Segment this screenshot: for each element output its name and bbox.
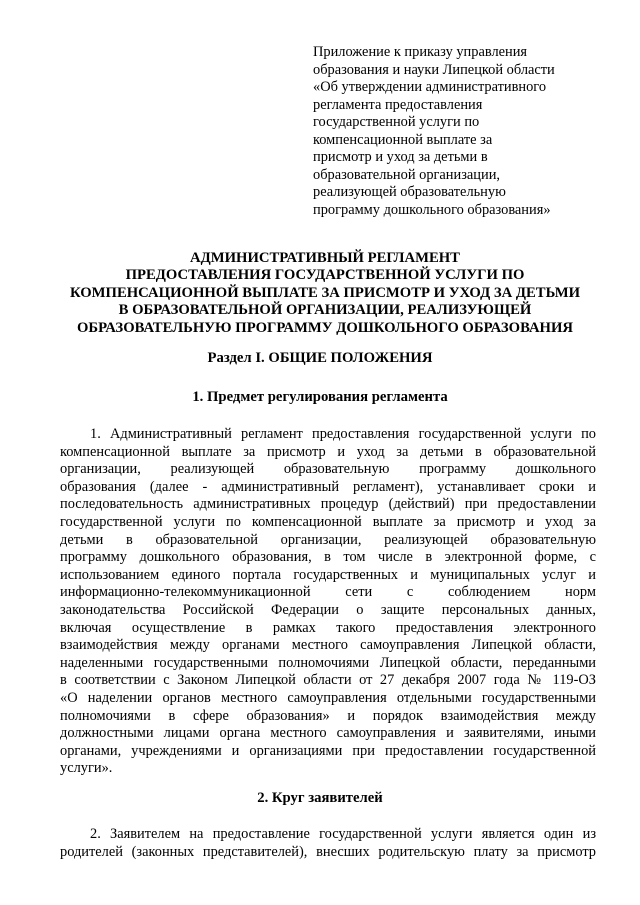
paragraph-line: взаимодействия между органами местного самоуправления Липецкой области, [60,637,596,654]
paragraph-line: 2. Заявителем на предоставление государственной услуги является один из [90,826,596,842]
paragraph-line: организации, реализующей образовательную программу дошкольного [60,461,596,478]
appendix-line: регламента предоставления [313,96,483,113]
paragraph-line: должностными лицами органа местного самоуправления и заявителями, иными [60,725,596,742]
paragraph-line: информационно-телекоммуникационной сети с соблюдением норм [60,584,596,601]
paragraph-line: включая осуществление в рамках такого предоставления электронного [60,619,596,636]
paragraph-line: органами, учреждениями и организациями при предоставлении государственной [60,742,596,759]
subsection-heading: 1. Предмет регулирования регламента [192,389,448,405]
appendix-line: присмотр и уход за детьми в [313,149,488,165]
appendix-line: программу дошкольного образования» [313,201,551,218]
paragraph-line: законодательства Российской Федерации о защите персональных данных, [60,601,596,618]
paragraph-line: образования (далее - административный регламент), устанавливает сроки и [60,478,596,495]
paragraph-1 [60,426,596,778]
document-title [55,250,595,337]
appendix-line: образовательной организации, [313,166,500,183]
section-heading: Раздел I. ОБЩИЕ ПОЛОЖЕНИЯ [207,350,433,366]
paragraph-line: в соответствии с Законом Липецкой области от 27 декабря 2007 года № 119-ОЗ [60,672,596,689]
paragraph-line: программу дошкольного образования, в том числе в электронной форме, с [60,549,596,566]
appendix-line: государственной услуги по [313,114,480,130]
paragraph-line: «О наделении органов местного самоуправления отдельными государственными [60,689,596,706]
paragraph-line: полномочиями в сфере образования» и порядок взаимодействия между [60,707,596,724]
appendix-line: реализующей образовательную [313,184,506,200]
paragraph-line: государственной услуги по компенсационной выплате за присмотр и уход за [60,513,596,530]
paragraph-2 [60,826,596,861]
appendix-note [313,44,613,219]
appendix-line: компенсационной выплате за [313,131,493,148]
appendix-line: Приложение к приказу управления [313,44,528,60]
paragraph-line: наделенными государственными полномочиями Липецкой области, переданными [60,654,596,671]
paragraph-line: 1. Административный регламент предоставления государственной услуги по [90,426,596,442]
paragraph-line: родителей (законных представителей), внесших родительскую плату за присмотр [60,843,596,860]
paragraph-line: услуги». [60,760,113,777]
appendix-line: образования и науки Липецкой области [313,61,555,78]
paragraph-line: использованием единого портала государственных и муниципальных услуг и [60,566,596,583]
paragraph-line: последовательность административных процедур (действий) при предоставлении [60,496,596,513]
subsection-heading: 2. Круг заявителей [257,790,383,806]
title-line: АДМИНИСТРАТИВНЫЙ РЕГЛАМЕНТ [190,250,460,266]
title-line: КОМПЕНСАЦИОННОЙ ВЫПЛАТЕ ЗА ПРИСМОТР И УХОД ЗА ДЕТЬМИ [69,284,581,301]
paragraph-line: детьми в образовательной организации, реализующей образовательную [60,531,596,548]
title-line: ОБРАЗОВАТЕЛЬНУЮ ПРОГРАММУ ДОШКОЛЬНОГО ОБРАЗОВАНИЯ [76,319,574,336]
title-line: ПРЕДОСТАВЛЕНИЯ ГОСУДАРСТВЕННОЙ УСЛУГИ ПО [125,267,525,284]
appendix-line: «Об утверждении административного [313,79,547,95]
paragraph-line: компенсационной выплате за присмотр и уход за детьми в образовательной [60,443,596,460]
title-line: В ОБРАЗОВАТЕЛЬНОЙ ОРГАНИЗАЦИИ, РЕАЛИЗУЮЩЕЙ [118,302,532,319]
